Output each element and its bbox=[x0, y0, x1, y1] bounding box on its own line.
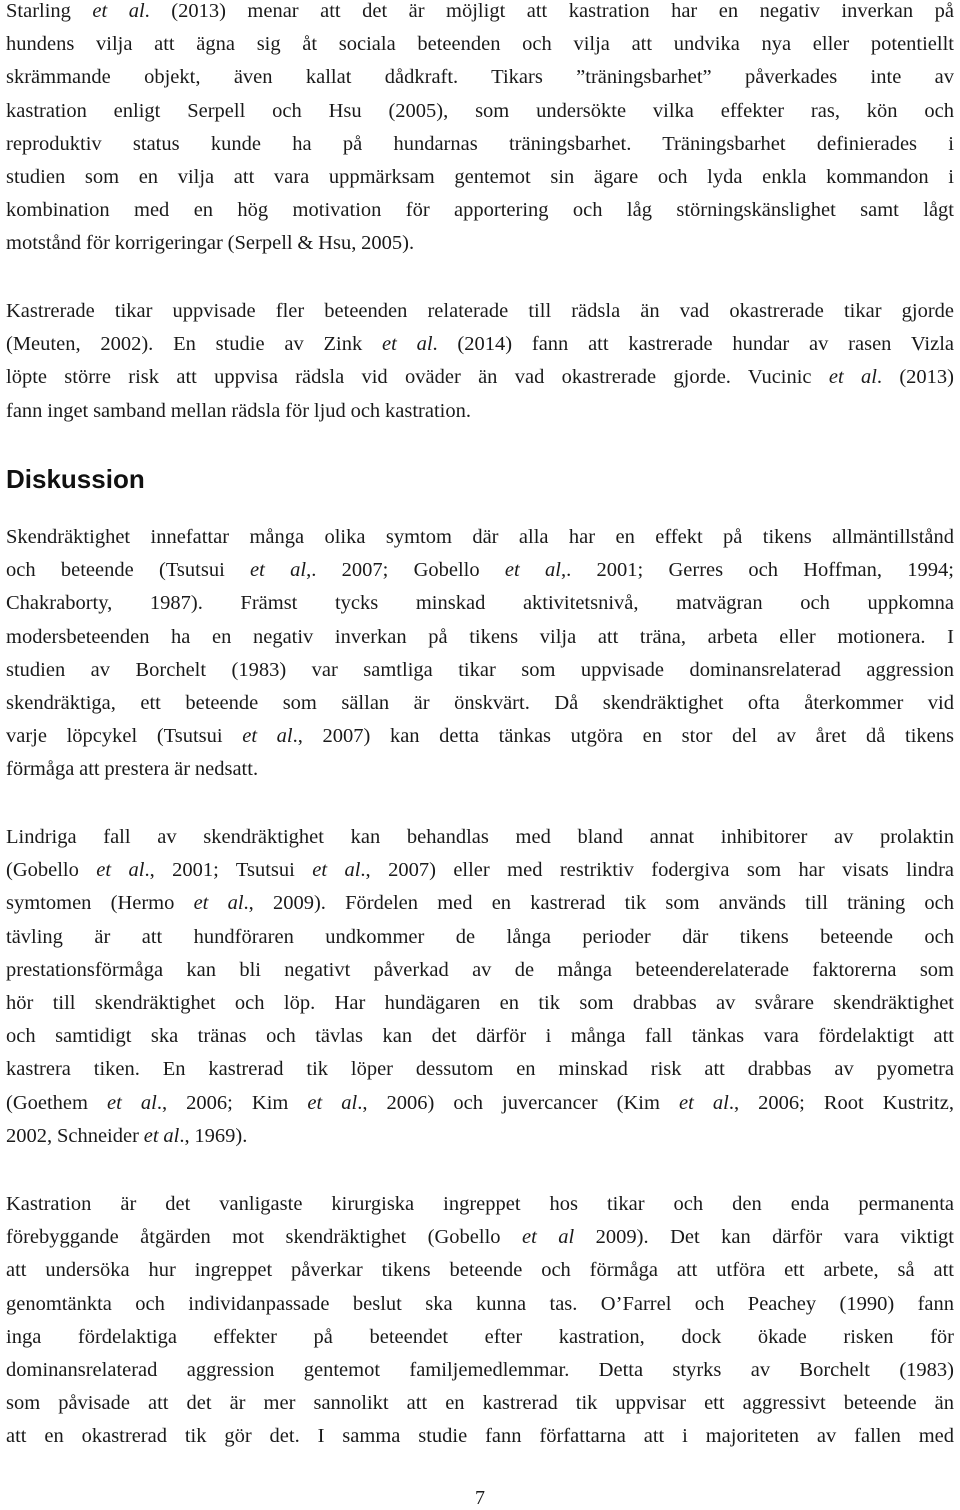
text-line: genomtänkta och individanpassade beslut ska kunna tas. O’Farrel och Peachey (1990) fann bbox=[6, 1292, 954, 1315]
text-line: tävling är att hundföraren undkommer de långa perioder där tikens beteende och bbox=[6, 925, 954, 948]
text-line: att en okastrerad tik gör det. I samma studie fann författarna att i majoriteten av fallen med bbox=[6, 1425, 954, 1448]
text-line: varje löpcykel (Tsutsui et al., 2007) kan detta tänkas utgöra en stor del av året då tikens bbox=[6, 725, 954, 748]
text-line: Starling et al. (2013) menar att det är möjligt att kastration har en negativ inverkan på bbox=[6, 0, 954, 22]
section-heading: Diskussion bbox=[6, 464, 145, 494]
text-line: Lindriga fall av skendräktighet kan behandlas med bland annat inhibitorer av prolaktin bbox=[6, 826, 954, 848]
text-line: dominansrelaterad aggression gentemot familjemedlemmar. Detta styrks av Borchelt (1983) bbox=[6, 1359, 954, 1382]
text-line: modersbeteenden ha en negativ inverkan på tikens vilja att träna, arbeta eller motionera. I bbox=[6, 625, 954, 648]
text-line: hör till skendräktighet och löp. Har hundägaren en tik som drabbas av svårare skendräktighet bbox=[6, 992, 954, 1015]
text-line: och beteende (Tsutsui et al,. 2007; Gobello et al,. 2001; Gerres och Hoffman, 1994; bbox=[6, 559, 954, 582]
text-line: kastration enligt Serpell och Hsu (2005), som undersökte vilka effekter ras, kön och bbox=[6, 99, 954, 122]
text-line: Kastrerade tikar uppvisade fler beteenden relaterade till rädsla än vad okastrerade tikar gjorde bbox=[6, 300, 954, 322]
text-line: och samtidigt ska tränas och tävlas kan det därför i många fall tänkas vara fördelaktigt att bbox=[6, 1025, 954, 1048]
text-line: inga fördelaktiga effekter på beteendet efter kastration, dock ökade risken för bbox=[6, 1325, 954, 1348]
paragraph-starling bbox=[6, 0, 954, 261]
text-line: löpte större risk att uppvisa rädsla vid oväder än vad okastrerade gjorde. Vucinic et al. (2013) bbox=[6, 366, 954, 389]
text-line: (Meuten, 2002). En studie av Zink et al. (2014) fann att kastrerade hundar av rasen Vizla bbox=[6, 333, 954, 356]
text-line: prestationsförmåga kan bli negativt påverkad av de många beteenderelaterade faktorerna som bbox=[6, 958, 954, 981]
text-line: som påvisade att det är mer sannolikt att en kastrerad tik uppvisar ett aggressivt beteende än bbox=[6, 1392, 954, 1415]
paragraph-lindriga bbox=[6, 821, 954, 1153]
text-line: (Gobello et al., 2001; Tsutsui et al., 2007) eller med restriktiv fodergiva som har visats lindra bbox=[6, 859, 954, 882]
text-line: studien av Borchelt (1983) var samtliga tikar som uppvisade dominansrelaterad aggression bbox=[6, 658, 954, 681]
page-number: 7 bbox=[475, 1487, 485, 1509]
text-line: studien som en vilja att vara uppmärksam gentemot sin ägare och lyda enkla kommandon i bbox=[6, 166, 954, 189]
paragraph-skendraktighet bbox=[6, 521, 954, 787]
text-line: hundens vilja att ägna sig åt sociala beteenden och vilja att undvika nya eller potentiellt bbox=[6, 33, 954, 56]
text-line: Chakraborty, 1987). Främst tycks minskad aktivitetsnivå, matvägran och uppkomna bbox=[6, 592, 954, 615]
text-line: Kastration är det vanligaste kirurgiska ingreppet hos tikar och den enda permanenta bbox=[6, 1193, 954, 1215]
text-line: symtomen (Hermo et al., 2009). Fördelen med en kastrerad tik som används till träning och bbox=[6, 892, 954, 915]
text-line: (Goethem et al., 2006; Kim et al., 2006) och juvercancer (Kim et al., 2006; Root Kustritz, bbox=[6, 1091, 954, 1114]
text-line: att undersöka hur ingreppet påverkar tikens beteende och förmåga att utföra ett arbete, så att bbox=[6, 1259, 954, 1282]
text-line: kombination med en hög motivation för apportering och låg störningskänslighet samt lågt bbox=[6, 199, 954, 222]
text-line: fann inget samband mellan rädsla för ljud och kastration. bbox=[6, 399, 471, 422]
text-line: kastrera tiken. En kastrerad tik löper dessutom en minskad risk att drabbas av pyometra bbox=[6, 1058, 954, 1081]
paragraph-kastration bbox=[6, 1188, 954, 1454]
text-line: förebyggande åtgärden mot skendräktighet (Gobello et al 2009). Det kan därför vara viktigt bbox=[6, 1226, 954, 1249]
text-line: förmåga att prestera är nedsatt. bbox=[6, 758, 259, 781]
text-line: Skendräktighet innefattar många olika symtom där alla har en effekt på tikens allmäntillstånd bbox=[6, 526, 954, 548]
text-line: motstånd för korrigeringar (Serpell & Hsu, 2005). bbox=[6, 232, 415, 255]
text-line: skendräktiga, ett beteende som sällan är önskvärt. Då skendräktighet ofta återkommer vid bbox=[6, 692, 954, 715]
paragraph-kastrerade bbox=[6, 295, 954, 428]
text-line: reproduktiv status kunde ha på hundarnas träningsbarhet. Träningsbarhet definierades i bbox=[6, 132, 954, 155]
text-line: skrämmande objekt, även kallat dådkraft. Tikars ”träningsbarhet” påverkades inte av bbox=[6, 66, 954, 89]
text-line: 2002, Schneider et al., 1969). bbox=[6, 1124, 248, 1147]
